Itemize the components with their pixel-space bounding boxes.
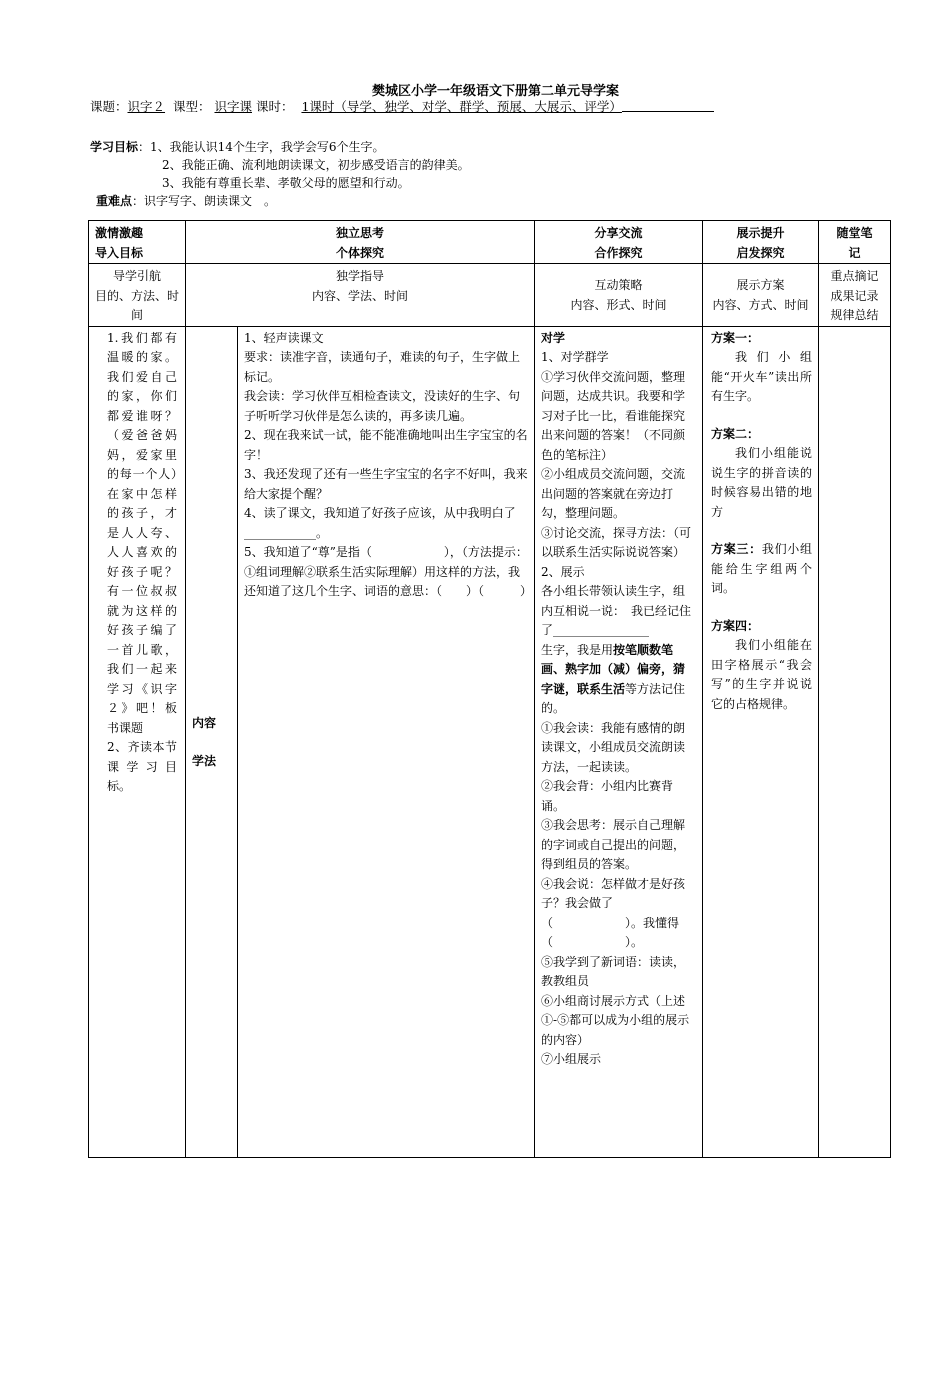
type-label: 课型： [172, 99, 211, 114]
subheader-col4: 展示方案 内容、方式、时间 [703, 264, 819, 327]
self-study-cell [238, 326, 535, 1157]
self-study-line: 要求：读准字音，读通句子，难读的句子，生字做上标记。 [244, 350, 521, 384]
subheader-col1: 导学引航 目的、方法、时 间 [89, 264, 186, 327]
interaction-line: ③讨论交流，探寻方法：（可以联系生活实际说说答案） [541, 525, 692, 559]
content-row [89, 326, 891, 1157]
goal-row [90, 174, 470, 192]
lesson-value: 识字２ [127, 99, 166, 114]
plan-block [711, 540, 812, 599]
difficulty-value: ：识字写字、朗读课文 。 [132, 194, 277, 208]
plan-block [711, 425, 812, 523]
header-col1: 激情激趣 导入目标 [89, 221, 186, 264]
plan-body: 我们小组能在田字格展示“我会写”的生字并说说它的占格规律。 [711, 638, 813, 711]
header-col4: 展示提升 启发探究 [703, 221, 819, 264]
header-col3: 分享交流 合作探究 [535, 221, 703, 264]
plan-block [711, 329, 812, 407]
self-study-line: 5、我知道了“尊”是指（ ），（方法提示：①组词理解②联系生活实际理解）用这样的方法，我还知道了这几个生字、词语的意思：（ ）（ ） [244, 545, 533, 598]
lesson-plan-table [88, 220, 891, 1158]
subheader-row [89, 264, 891, 327]
interaction-cell [535, 326, 703, 1157]
goal-row [90, 138, 470, 156]
hours-label: 课时： [255, 99, 294, 114]
goal-item: ：1、我能认识14个生字，我学会写6个生字。 [138, 140, 385, 154]
content-method-cell [186, 326, 238, 1157]
method-prefix: 生字，我是用 [541, 642, 614, 657]
subheader-col2: 独学指导 内容、学法、时间 [186, 264, 535, 327]
document-title: 樊城区小学一年级语文下册第二单元导学案 [372, 84, 620, 99]
method-label: 学法 [192, 753, 217, 768]
interaction-title: 对学 [541, 330, 566, 345]
lesson-label: 课题： [90, 99, 128, 114]
presentation-cell [703, 326, 819, 1157]
self-study-line: 4、读了课文，我知道了好孩子应该，从中我明白了____________。 [244, 506, 516, 540]
plan-inline [711, 540, 812, 599]
plan-head: 方案二： [711, 426, 760, 441]
goal-item: 2、我能正确、流利地朗读课文，初步感受语言的韵律美。 [162, 158, 470, 172]
goals-label: 学习目标 [90, 140, 139, 154]
method-suffix: 等方法记住的。 [541, 681, 686, 715]
key-difficulties [96, 192, 276, 209]
goal-row [90, 156, 470, 174]
guide-cell: 1.我们都有温暖的家。我们爱自己的家，你们都爱谁呀？（爱爸爸妈妈，爱家里的每一个人）在家中怎样的孩子，才是人人夸、人人喜欢的好孩子呢？有一位叔叔就为这样的好孩子编了一首儿歌，我们一起来学习《识字２》吧！板书课题 2、齐读本节课学习目标。 [89, 326, 186, 1157]
interaction-line: ②我会背：小组内比赛背诵。 [541, 779, 674, 813]
interaction-line: ②小组成员交流问题，交流出问题的答案就在旁边打勾，整理问题。 [541, 467, 686, 520]
interaction-line: 各小组长带领认读生字，组内互相说一说： 我已经记住了________________ [541, 584, 692, 637]
header-col5: 随堂笔 记 [819, 221, 891, 264]
interaction-line: ①学习伙伴交流问题，整理问题，达成共识。我要和学习对子比一比，看谁能探究出来问题的答案！（不同颜色的笔标注） [541, 369, 686, 462]
self-study-line: 我会读：学习伙伴互相检查读文，没读好的生字、句子听听学习伙伴是怎么读的，再多读几遍。 [244, 389, 521, 423]
header-row [89, 221, 891, 264]
subheader-col3: 互动策略 内容、形式、时间 [535, 264, 703, 327]
interaction-line: ①我会读：我能有感情的朗读课文，小组成员交流朗读方法，一起读读。 [541, 720, 686, 774]
type-value: 识字课 [214, 99, 252, 114]
self-study-line: 2、现在我来试一试，能不能准确地叫出生字宝宝的名字！ [244, 428, 528, 462]
interaction-line: 2、展示 [541, 564, 585, 579]
interaction-line: ⑦小组展示 [541, 1052, 602, 1066]
header-col2: 独立思考 个体探究 [186, 221, 535, 264]
hours-value: 1课时（导学、独学、对学、群学、预展、大展示、评学） [301, 99, 622, 114]
goal-item: 3、我能有尊重长辈、孝敬父母的愿望和行动。 [162, 176, 410, 190]
plan-body: 我们小组能“开火车”读出所有生字。 [711, 350, 813, 403]
interaction-line: ④我会说：怎样做才是好孩子？我会做了（ ）。我懂得（ ）。 [541, 876, 686, 949]
plan-body: 我们小组能给生字组两个词。 [711, 542, 813, 595]
interaction-line: ③我会思考：展示自己理解的字词或自己提出的问题，得到组员的答案。 [541, 818, 686, 871]
learning-goals [90, 138, 470, 192]
underline-tail [622, 99, 714, 112]
interaction-line: ⑤我学到了新词语：读读，教教组员 [541, 954, 686, 988]
interaction-method-line [541, 641, 696, 719]
notes-cell[interactable] [819, 326, 891, 1157]
plan-head: 方案四： [711, 618, 760, 633]
subheader-col5: 重点摘记 成果记录 规律总结 [819, 264, 891, 327]
difficulty-label: 重难点 [96, 194, 133, 208]
self-study-line: 3、我还发现了还有一些生字宝宝的名字不好叫，我来给大家提个醒？ [244, 467, 528, 501]
plan-block [711, 617, 812, 715]
content-label: 内容 [192, 715, 217, 730]
plan-head: 方案三： [711, 542, 762, 556]
plan-body: 我们小组能说说生字的拼音读的时候容易出错的地方 [711, 446, 813, 519]
plan-head: 方案一： [711, 330, 760, 345]
interaction-line: ⑥小组商讨展示方式（上述①-⑤都可以成为小组的展示的内容） [541, 993, 690, 1047]
self-study-line: 1、轻声读课文 [244, 330, 324, 345]
interaction-line: 1、对学群学 [541, 350, 609, 364]
method-bold: 按笔顺数笔画、熟字加（减）偏旁，猜字谜，联系生活 [541, 642, 686, 696]
lesson-meta-line [90, 97, 714, 115]
